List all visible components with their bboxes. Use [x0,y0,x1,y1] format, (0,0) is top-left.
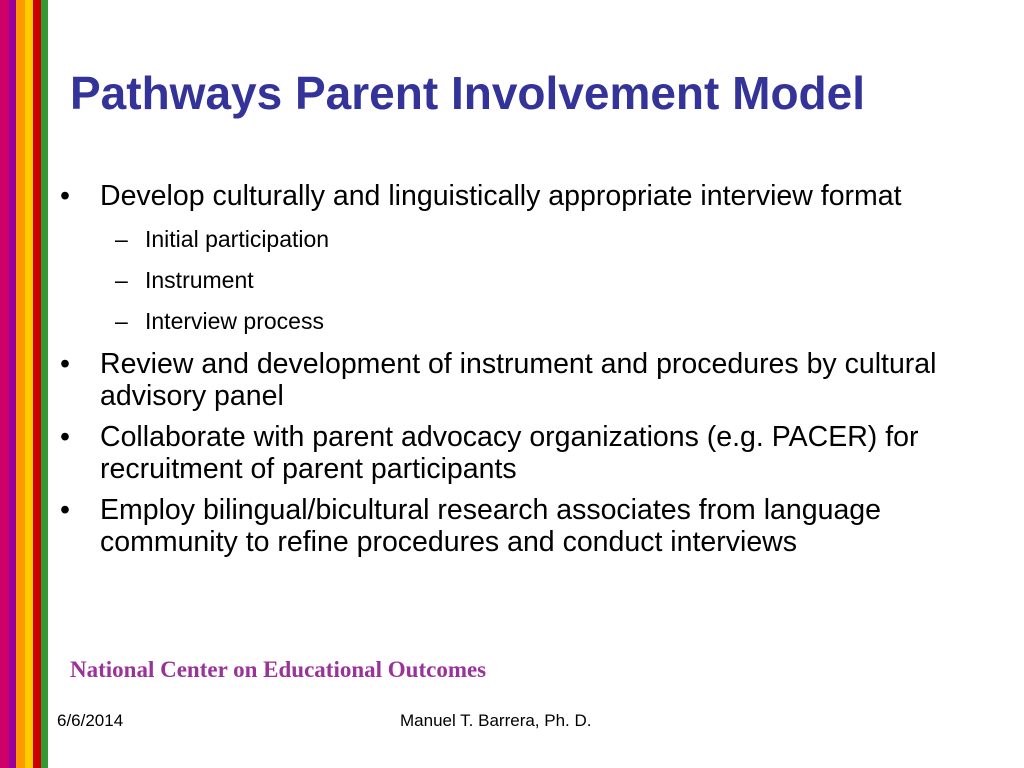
stripe-purple [9,0,16,768]
sub-bullet-text: Instrument [145,267,254,293]
stripe-red [33,0,41,768]
bullet-text: Collaborate with parent advocacy organizations (e.g. PACER) for recruitment of parent participants [100,421,919,485]
bullet-mark: • [60,494,70,526]
sub-bullet-text: Interview process [145,308,324,334]
stripe-magenta [0,0,9,768]
sub-bullet-list [58,225,978,335]
stripe-green [41,0,48,768]
sub-bullet-dash: – [115,226,128,252]
sub-bullet-item [58,266,978,294]
sub-bullet-text: Initial participation [145,226,330,252]
footer-author: Manuel T. Barrera, Ph. D. [400,711,592,730]
decorative-color-stripes [0,0,48,768]
slide-title: Pathways Parent Involvement Model [70,67,866,119]
bullet-text: Employ bilingual/bicultural research associates from language community to refine procedures and conduct interviews [100,494,881,558]
bullet-item [58,348,978,412]
bullet-item [58,180,978,212]
bullet-mark: • [60,421,70,453]
bullet-mark: • [60,348,70,380]
sub-bullet-item [58,307,978,335]
bullet-text: Develop culturally and linguistically appropriate interview format [100,180,902,212]
organization-name: National Center on Educational Outcomes [70,657,487,682]
bullet-item [58,421,978,485]
footer-date: 6/6/2014 [57,711,124,730]
bullet-list [58,180,978,567]
bullet-mark: • [60,180,70,212]
bullet-item [58,494,978,558]
sub-bullet-item [58,225,978,253]
sub-bullet-dash: – [115,308,128,334]
sub-bullet-dash: – [115,267,128,293]
bullet-text: Review and development of instrument and procedures by cultural advisory panel [100,348,937,412]
stripe-yellow [25,0,33,768]
stripe-orange [16,0,25,768]
